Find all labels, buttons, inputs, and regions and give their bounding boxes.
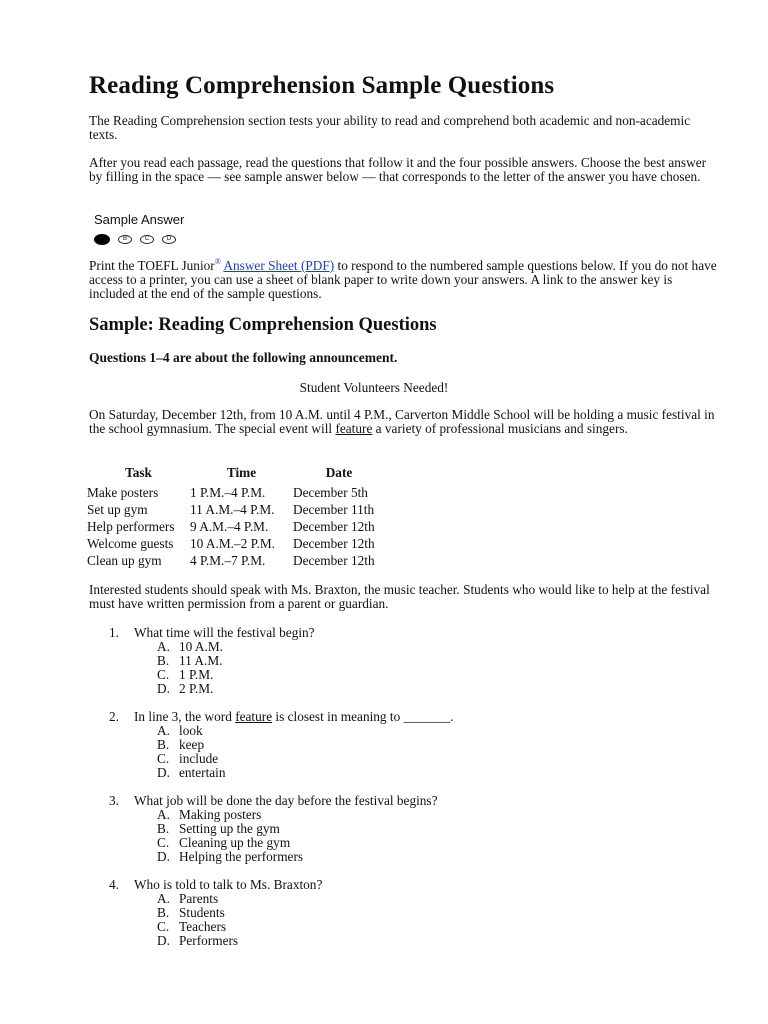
intro-paragraph-1: The Reading Comprehension section tests your ability to read and comprehend both academic and non-academic texts. — [89, 113, 691, 143]
answer-options — [109, 724, 453, 780]
question-stem — [109, 794, 438, 808]
question-text: What job will be done the day before the festival begins? — [134, 793, 438, 808]
option-text: 10 A.M. — [179, 639, 223, 654]
question-stem — [109, 626, 315, 640]
option-text: 11 A.M. — [179, 653, 223, 668]
option-letter: B. — [157, 821, 170, 836]
announcement-passage — [89, 408, 719, 436]
option-letter: C. — [157, 835, 170, 850]
answer-bubble-d: D — [162, 235, 176, 244]
question-number: 1. — [109, 625, 119, 640]
passage-text-before: On Saturday, December 12th, from 10 A.M. until 4 P.M., Carverton Middle School will be holding a music festival in the school gymnasium. The special event will — [89, 407, 715, 437]
table-row — [87, 518, 385, 535]
answer-option — [157, 724, 453, 738]
answer-option — [157, 752, 453, 766]
answer-sheet-link[interactable]: Answer Sheet (PDF) — [223, 258, 335, 273]
option-letter: D. — [157, 681, 170, 696]
answer-option — [157, 682, 315, 696]
answer-option — [157, 822, 438, 836]
option-letter: A. — [157, 723, 170, 738]
option-text: 2 P.M. — [179, 681, 214, 696]
announcement-title: Student Volunteers Needed! — [299, 380, 449, 395]
answer-option — [157, 808, 438, 822]
option-text: Making posters — [179, 807, 262, 822]
option-letter: A. — [157, 807, 170, 822]
option-text: Helping the performers — [179, 849, 304, 864]
task-cell: Set up gym — [87, 501, 148, 517]
table-header-row — [87, 465, 385, 484]
question-1 — [109, 626, 315, 696]
print-text-after: to respond to the numbered sample questions below. If you do not have access to a printer, you can use a sheet of blank paper to write down your answers. A link to the answer key is included at the end of the sample questions. — [89, 258, 717, 302]
answer-option — [157, 906, 322, 920]
task-cell: Clean up gym — [87, 552, 162, 568]
option-text: entertain — [179, 765, 226, 780]
date-cell: December 5th — [293, 484, 368, 500]
answer-bubble-b: B — [118, 235, 132, 244]
answer-option — [157, 836, 438, 850]
answer-options — [109, 892, 322, 948]
question-text: Who is told to talk to Ms. Braxton? — [134, 877, 323, 892]
date-cell: December 12th — [293, 518, 375, 534]
task-cell: Welcome guests — [87, 535, 174, 551]
answer-options — [109, 808, 438, 864]
question-text-before: In line 3, the word — [134, 709, 236, 724]
option-text: Parents — [179, 891, 219, 906]
task-cell: Help performers — [87, 518, 175, 534]
option-text: Cleaning up the gym — [179, 835, 291, 850]
date-cell: December 11th — [293, 501, 375, 517]
print-instructions — [89, 259, 719, 302]
passage-underlined-word: feature — [335, 421, 373, 437]
option-letter: D. — [157, 933, 170, 948]
option-letter: C. — [157, 751, 170, 766]
answer-option — [157, 934, 322, 948]
question-text-after: is closest in meaning to _______. — [272, 709, 454, 724]
table-row — [87, 552, 385, 569]
header-task: Task — [125, 465, 152, 480]
answer-bubble-a-filled — [94, 234, 110, 245]
question-stem — [109, 710, 453, 724]
sample-answer-bubbles — [94, 233, 184, 245]
table-row — [87, 501, 385, 518]
option-letter: D. — [157, 765, 170, 780]
question-number: 4. — [109, 877, 119, 892]
question-text: What time will the festival begin? — [134, 625, 315, 640]
intro-paragraph-2: After you read each passage, read the questions that follow it and the four possible answers. Choose the best answer by filling in the space — see sample answer below — that corresponds to the letter of the answer you have chosen. — [89, 155, 707, 185]
option-text: look — [179, 723, 203, 738]
section-title: Sample: Reading Comprehension Questions — [89, 315, 437, 335]
answer-option — [157, 766, 453, 780]
question-4 — [109, 878, 322, 948]
question-3 — [109, 794, 438, 864]
table-row — [87, 535, 385, 552]
option-text: Students — [179, 905, 225, 920]
option-letter: B. — [157, 653, 170, 668]
option-text: Performers — [179, 933, 239, 948]
date-cell: December 12th — [293, 552, 375, 568]
volunteer-schedule-table — [87, 465, 385, 569]
answer-options — [109, 640, 315, 696]
question-underlined-word: feature — [235, 709, 273, 724]
option-letter: A. — [157, 639, 170, 654]
interest-note: Interested students should speak with Ms. Braxton, the music teacher. Students who would like to help at the festival must have written permission from a parent or guardian. — [89, 582, 710, 612]
answer-option — [157, 668, 315, 682]
option-text: include — [179, 751, 219, 766]
time-cell: 10 A.M.–2 P.M. — [190, 535, 275, 551]
print-text-before: Print the TOEFL Junior — [89, 258, 215, 273]
task-cell: Make posters — [87, 484, 159, 500]
answer-option — [157, 892, 322, 906]
answer-option — [157, 654, 315, 668]
header-date: Date — [325, 465, 353, 480]
option-text: keep — [179, 737, 205, 752]
date-cell: December 12th — [293, 535, 375, 551]
question-stem — [109, 878, 322, 892]
sample-answer-label: Sample Answer — [94, 212, 185, 227]
table-row — [87, 484, 385, 501]
time-cell: 1 P.M.–4 P.M. — [190, 484, 266, 500]
option-text: Teachers — [179, 919, 227, 934]
passage-text-after: a variety of professional musicians and singers. — [372, 421, 628, 437]
option-letter: C. — [157, 667, 170, 682]
option-text: 1 P.M. — [179, 667, 214, 682]
registered-mark: ® — [214, 257, 221, 266]
question-number: 2. — [109, 709, 119, 724]
time-cell: 9 A.M.–4 P.M. — [190, 518, 269, 534]
option-text: Setting up the gym — [179, 821, 280, 836]
option-letter: B. — [157, 905, 170, 920]
answer-option — [157, 738, 453, 752]
answer-option — [157, 640, 315, 654]
page-title: Reading Comprehension Sample Questions — [89, 72, 555, 99]
answer-bubble-c: C — [140, 235, 154, 244]
question-group-title: Questions 1–4 are about the following announcement. — [89, 350, 398, 365]
option-letter: C. — [157, 919, 170, 934]
option-letter: D. — [157, 849, 170, 864]
header-time: Time — [226, 465, 257, 480]
question-2 — [109, 710, 453, 780]
time-cell: 11 A.M.–4 P.M. — [190, 501, 275, 517]
answer-option — [157, 920, 322, 934]
time-cell: 4 P.M.–7 P.M. — [190, 552, 266, 568]
answer-option — [157, 850, 438, 864]
option-letter: A. — [157, 891, 170, 906]
option-letter: B. — [157, 737, 170, 752]
question-number: 3. — [109, 793, 119, 808]
